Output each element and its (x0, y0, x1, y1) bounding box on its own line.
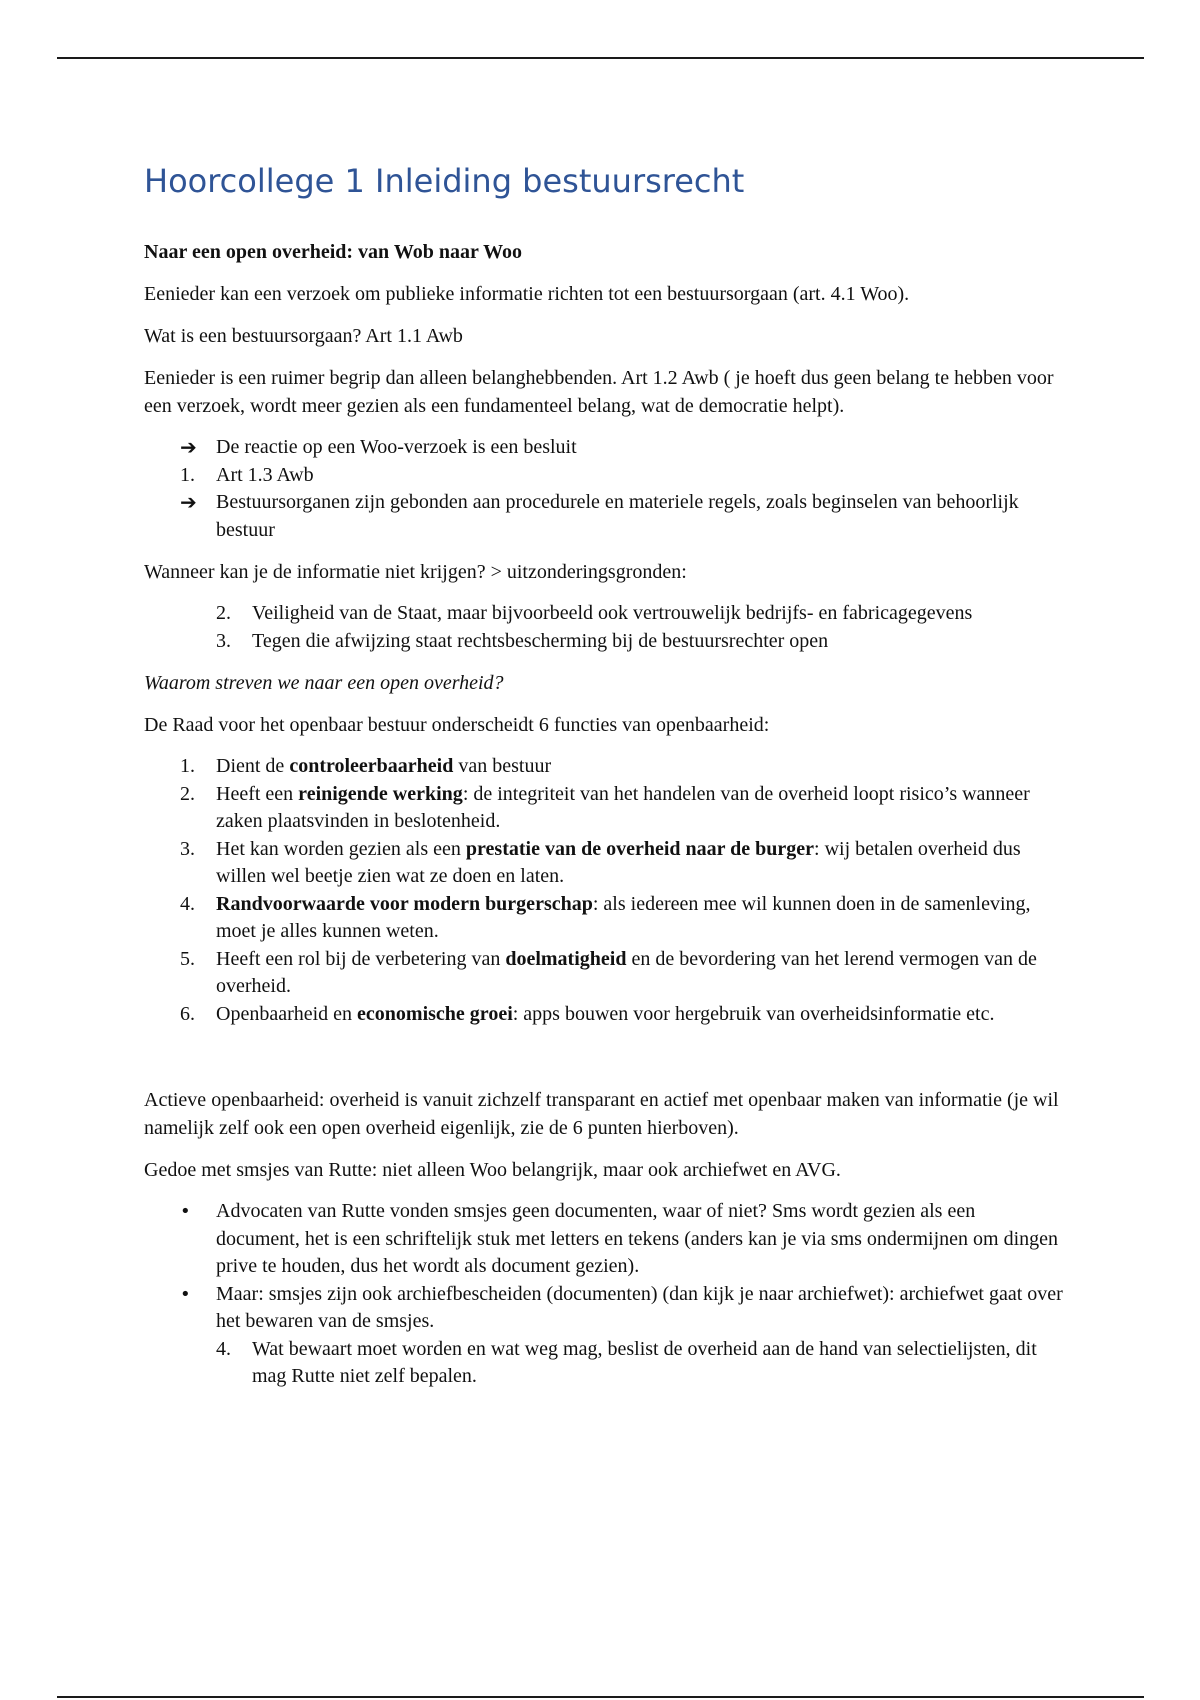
bullet-icon: • (180, 1283, 191, 1305)
list-item: ➔ Bestuursorganen zijn gebonden aan procedurele en materiele regels, zoals beginselen van behoorlijk bestuur (180, 490, 1019, 541)
list-item: 6. Openbaarheid en economische groei: apps bouwen voor hergebruik van overheidsinformatie etc. (180, 1002, 995, 1025)
list-item: • Advocaten van Rutte vonden smsjes geen documenten, waar of niet? Sms wordt gezien als een document, het is een schriftelijk stuk met letters en tekens (anders kan je via sms ondermijnen om dingen prive te houden, dus het wordt als document gezien). (180, 1200, 1059, 1278)
list-item: 5. Heeft een rol bij de verbetering van doelmatigheid en de bevordering van het lerend vermogen van de overheid. (180, 947, 1037, 998)
list-item: 3. Het kan worden gezien als een prestatie van de overheid naar de burger: wij betalen overheid dus willen wel beetje zien wat ze doen en laten. (180, 837, 1021, 888)
bullet-list (144, 1198, 1064, 1391)
italic-question: Waarom streven we naar een open overheid? (144, 672, 504, 695)
paragraph-eenieder: Eenieder is een ruimer begrip dan alleen belanghebbenden. Art 1.2 Awb ( je hoeft dus geen belang te hebben voor een verzoek, wordt meer gezien als een fundamenteel belang, wat de democratie helpt). (144, 367, 1054, 418)
list-item: 1. Dient de controleerbaarheid van bestuur (180, 755, 552, 778)
list-item: 1. Art 1.3 Awb (144, 462, 1064, 490)
list-marker: 1. (180, 463, 195, 486)
paragraph-raad: De Raad voor het openbaar bestuur onderscheidt 6 functies van openbaarheid: (144, 714, 770, 737)
list-marker: 2. (216, 602, 231, 625)
footer-rule (57, 1696, 1144, 1698)
paragraph-exceptions: Wanneer kan je de informatie niet krijgen? > uitzonderingsgronden: (144, 561, 687, 584)
list-item: 4. Wat bewaart moet worden en wat weg mag, beslist de overheid aan de hand van selectielijsten, dit mag Rutte niet zelf bepalen. (216, 1337, 1037, 1388)
arrow-right-icon: ➔ (180, 490, 197, 515)
list-item: ➔ De reactie op een Woo-verzoek is een besluit (144, 434, 1064, 462)
functions-list (144, 753, 1064, 1028)
bullet-icon: • (180, 1201, 191, 1223)
paragraph-bestuursorgaan: Wat is een bestuursorgaan? Art 1.1 Awb (144, 325, 463, 348)
list-item: 4. Randvoorwaarde voor modern burgerschap: als iedereen mee wil kunnen doen in de samenleving, moet je alles kunnen weten. (180, 892, 1031, 943)
spacer (144, 1042, 1064, 1086)
list-marker: 3. (216, 629, 231, 652)
paragraph-rutte: Gedoe met smsjes van Rutte: niet alleen Woo belangrijk, maar ook archiefwet en AVG. (144, 1159, 841, 1182)
page-title: Hoorcollege 1 Inleiding bestuursrecht (144, 162, 745, 200)
paragraph-request: Eenieder kan een verzoek om publieke informatie richten tot een bestuursorgaan (art. 4.1 Woo). (144, 283, 910, 306)
list-marker: 4. (216, 1337, 231, 1360)
list-item: • Maar: smsjes zijn ook archiefbescheiden (documenten) (dan kijk je naar archiefwet): archiefwet gaat over het bewaren van de smsjes. (180, 1282, 1063, 1333)
section-heading: Naar een open overheid: van Wob naar Woo (144, 241, 523, 264)
list-item: 3. Tegen die afwijzing staat rechtsbescherming bij de bestuursrechter open (144, 628, 1064, 656)
list-item: 2. Veiligheid van de Staat, maar bijvoorbeeld ook vertrouwelijk bedrijfs- en fabricagegevens (144, 600, 1064, 628)
arrow-right-icon: ➔ (180, 435, 197, 460)
arrow-list (144, 434, 1064, 544)
list-item: 2. Heeft een reinigende werking: de integriteit van het handelen van de overheid loopt risico’s wanneer zaken plaatsvinden in beslotenheid. (180, 782, 1030, 833)
exceptions-list (144, 600, 1064, 655)
paragraph-actieve-openbaarheid: Actieve openbaarheid: overheid is vanuit zichzelf transparant en actief met openbaar maken van informatie (je wil namelijk zelf ook een open overheid eigenlijk, zie de 6 punten hierboven). (144, 1089, 1059, 1140)
document-page (144, 162, 1064, 1405)
header-rule (57, 57, 1144, 59)
